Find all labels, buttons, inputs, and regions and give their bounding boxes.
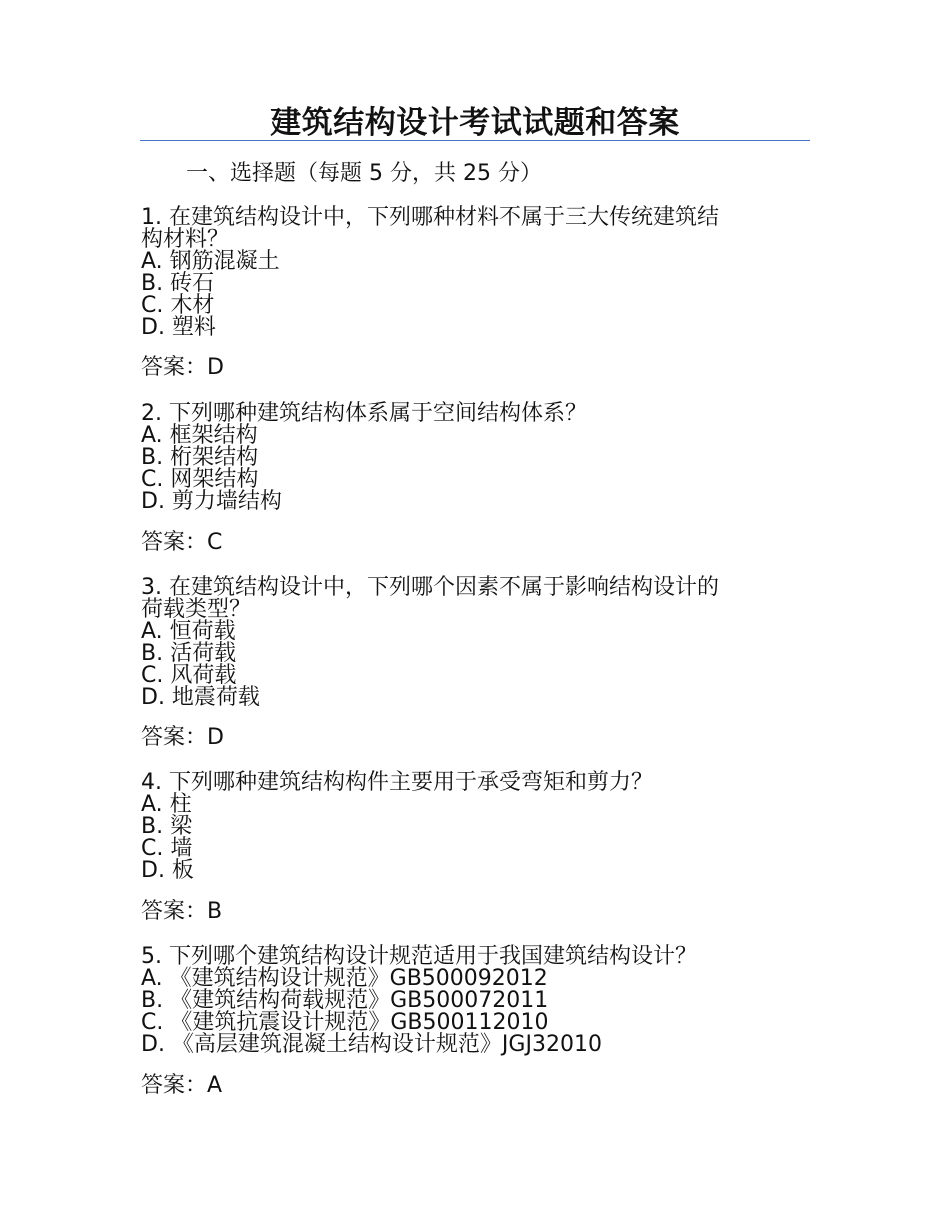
question-stem-line: 荷载类型？ [141,597,252,622]
option-d: D. 地震荷载 [141,685,260,710]
option-b: B. 《建筑结构荷载规范》GB500072011 [141,988,549,1013]
answer-4: 答案：B [141,899,223,924]
question-stem-line: 1. 在建筑结构设计中，下列哪种材料不属于三大传统建筑结 [141,205,719,230]
option-a: A. 《建筑结构设计规范》GB500092012 [141,966,548,991]
answer-1: 答案：D [141,355,224,380]
question-2 [141,403,811,513]
option-a: A. 框架结构 [141,423,258,448]
option-b: B. 活荷载 [141,641,237,666]
question-3 [141,577,811,709]
question-stem-line: 构材料？ [141,227,230,252]
question-stem-line: 4. 下列哪种建筑结构构件主要用于承受弯矩和剪力？ [141,770,653,795]
document-title: 建筑结构设计考试试题和答案 [270,105,680,141]
option-a: A. 柱 [141,792,192,817]
question-stem-line: 3. 在建筑结构设计中，下列哪个因素不属于影响结构设计的 [141,575,719,600]
option-c: C. 风荷载 [141,663,237,688]
option-d: D. 塑料 [141,315,216,340]
option-d: D. 板 [141,858,194,883]
option-d: D. 《高层建筑混凝土结构设计规范》JGJ32010 [141,1032,602,1057]
option-c: C. 木材 [141,293,215,318]
option-a: A. 恒荷载 [141,619,236,644]
option-a: A. 钢筋混凝土 [141,249,280,274]
question-stem-line: 2. 下列哪种建筑结构体系属于空间结构体系？ [141,401,587,426]
option-c: C. 墙 [141,836,193,861]
option-c: C. 网架结构 [141,467,259,492]
option-b: B. 砖石 [141,271,215,296]
option-b: B. 桁架结构 [141,445,259,470]
answer-3: 答案：D [141,725,224,750]
question-stem-line: 5. 下列哪个建筑结构设计规范适用于我国建筑结构设计？ [141,944,697,969]
answer-5: 答案：A [141,1073,223,1098]
question-5 [141,946,811,1056]
option-d: D. 剪力墙结构 [141,489,282,514]
section-heading: 一、选择题（每题 5 分，共 25 分） [186,161,542,186]
option-b: B. 梁 [141,814,193,839]
title-underline [140,140,810,141]
question-1 [141,207,811,339]
answer-2: 答案：C [141,530,223,555]
option-c: C. 《建筑抗震设计规范》GB500112010 [141,1010,549,1035]
question-4 [141,772,811,882]
